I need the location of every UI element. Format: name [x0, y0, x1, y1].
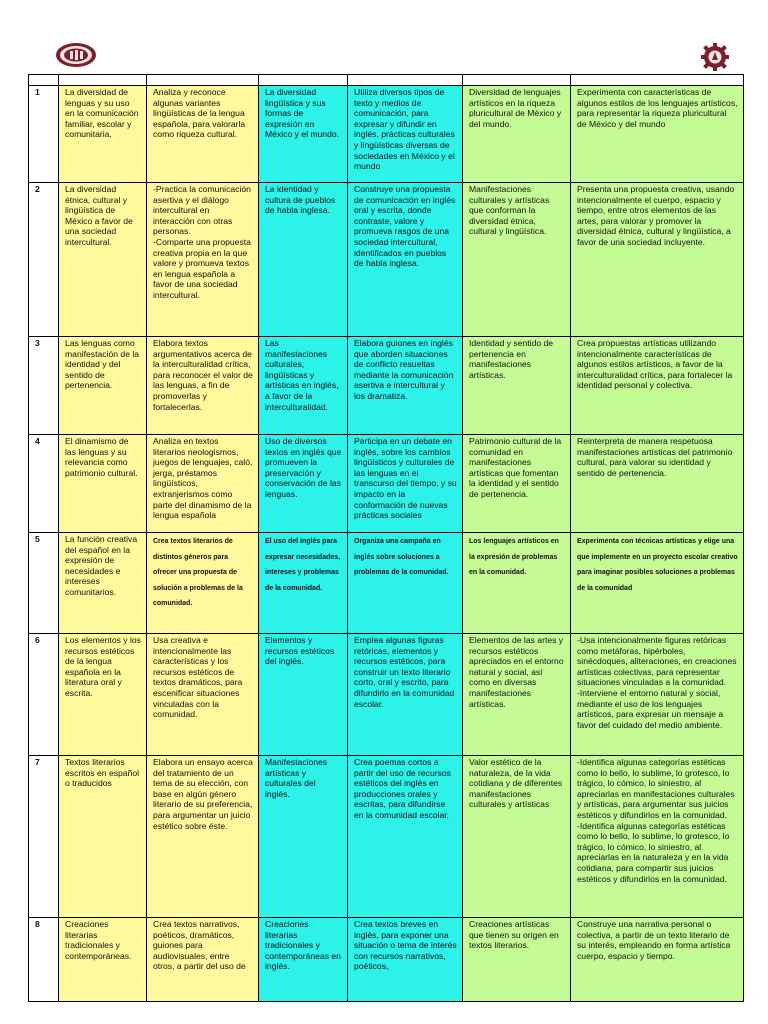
header-cell	[348, 75, 463, 86]
english-content-cell: Manifestaciones artísticas y culturales del inglés.	[259, 756, 348, 918]
row-number: 2	[29, 183, 59, 337]
row-number: 3	[29, 337, 59, 435]
content-cell: Creaciones literarias tradicionales y contemporáneas.	[59, 918, 147, 1002]
arts-content-cell: Patrimonio cultural de la comunidad en manifestaciones artísticas que fomentan la identidad y el sentido de pertenencia.	[463, 435, 571, 533]
header-cell	[571, 75, 744, 86]
table-row	[29, 183, 744, 337]
content-cell: Las lenguas como manifestación de la identidad y del sentido de pertenencia.	[59, 337, 147, 435]
arts-content-cell: Valor estético de la naturaleza, de la vida cotidiana y de diferentes manifestaciones culturales y artísticas	[463, 756, 571, 918]
learning-process-cell: Crea textos literarios de distintos géneros para ofrecer una propuesta de solución a problemas de la comunidad.	[147, 533, 259, 634]
learning-process-cell: -Practica la comunicación asertiva y el diálogo intercultural en interacción con otras personas. -Comparte una propuesta creativa propia en la que valore y promueva textos en lengua española a favor de una sociedad intercultural.	[147, 183, 259, 337]
content-cell: La función creativa del español en la expresión de necesidades e intereses comunitarios.	[59, 533, 147, 634]
english-process-cell: Utiliza diversos tipos de texto y medios de comunicación, para expresar y difundir en inglés, prácticas culturales y lingüísticas diversas de sociedades en México y el mundo	[348, 86, 463, 183]
english-content-cell: La diversidad lingüística y sus formas de expresión en México y el mundo.	[259, 86, 348, 183]
english-process-cell: Crea poemas cortos a partir del uso de recursos estéticos del inglés en producciones orales y escritas, para difundirse en la comunidad escolar.	[348, 756, 463, 918]
english-content-cell: Elementos y recursos estéticos del inglés.	[259, 634, 348, 756]
arts-process-cell: -Identifica algunas categorías estéticas como lo bello, lo sublime, lo grotesco, lo trágico, lo cómico, lo siniestro, al apreciarlas en manifestaciones culturales y artísticas, para argumentar sus juicios estéticos y difundirlos en la comunidad. -Identifica algunas categorías estéticas como lo bello, lo sublime, lo grotesco, lo trágico, lo cómico, lo siniestro, al apreciarlas en la naturaleza y en la vida cotidiana, para compartir sus juicios estéticos y difundirlos en la comunidad.	[571, 756, 744, 918]
header-cell	[59, 75, 147, 86]
english-process-cell: Emplea algunas figuras retóricas, elementos y recursos estéticos, para construir un texto literario corto, oral y escrito, para difundirlo en la comunidad escolar.	[348, 634, 463, 756]
table-row	[29, 918, 744, 1002]
table-row	[29, 86, 744, 183]
content-cell: El dinamismo de las lenguas y su relevancia como patrimonio cultural.	[59, 435, 147, 533]
learning-process-cell: Analiza y reconoce algunas variantes lingüísticas de la lengua española, para valorarla como riqueza cultural.	[147, 86, 259, 183]
english-process-cell: Participa en un debate en inglés, sobre los cambios lingüísticos y culturales de las lenguas en el transcurso del tiempo, y su impacto en la conformación de nuevas prácticas sociales	[348, 435, 463, 533]
content-cell: Los elementos y los recursos estéticos de la lengua española en la literatura oral y escrita.	[59, 634, 147, 756]
content-cell: La diversidad étnica, cultural y lingüística de México a favor de una sociedad intercultural.	[59, 183, 147, 337]
arts-content-cell: Creaciones artísticas que tienen su origen en textos literarios.	[463, 918, 571, 1002]
table-row	[29, 435, 744, 533]
arts-content-cell: Diversidad de lenguajes artísticos en la riqueza pluricultural de México y del mundo.	[463, 86, 571, 183]
english-content-cell: El uso del inglés para expresar necesidades, intereses y problemas de la comunidad.	[259, 533, 348, 634]
gear-emblem-icon	[700, 42, 730, 77]
curriculum-table	[28, 74, 744, 1002]
arts-process-cell: Experimenta con características de algunos estilos de los lenguajes artísticos, para representar la riqueza pluricultural de México y del mundo	[571, 86, 744, 183]
english-content-cell: La identidad y cultura de pueblos de habla inglesa.	[259, 183, 348, 337]
header-cell	[29, 75, 59, 86]
english-process-cell: Elabora guiones en inglés que aborden situaciones de conflicto resueltas mediante la comunicación asertiva e intercultural y los dramatiza.	[348, 337, 463, 435]
arts-content-cell: Identidad y sentido de pertenencia en manifestaciones artísticas.	[463, 337, 571, 435]
table-row	[29, 337, 744, 435]
row-number: 7	[29, 756, 59, 918]
table-row	[29, 634, 744, 756]
learning-process-cell: Crea textos narrativos, poéticos, dramáticos, guiones para audiovisuales, entre otros, a partir del uso de	[147, 918, 259, 1002]
arts-content-cell: Elementos de las artes y recursos estéticos apreciados en el entorno natural y social, así como en diversas manifestaciones artísticas.	[463, 634, 571, 756]
arts-process-cell: Reinterpreta de manera respetuosa manifestaciones artísticas del patrimonio cultural, para valorar su identidad y sentido de pertenencia.	[571, 435, 744, 533]
english-content-cell: Uso de diversos textos en inglés que promueven la preservación y conservación de las lenguas.	[259, 435, 348, 533]
english-process-cell: Organiza una campaña en inglés sobre soluciones a problemas de la comunidad.	[348, 533, 463, 634]
row-number: 8	[29, 918, 59, 1002]
university-seal-icon	[54, 42, 98, 73]
content-cell: La diversidad de lenguas y su uso en la comunicación familiar, escolar y comunitaria.	[59, 86, 147, 183]
english-process-cell: Crea textos breves en inglés, para exponer una situación o tema de interés con recursos narrativos, poéticos,	[348, 918, 463, 1002]
header-cell	[147, 75, 259, 86]
header-cell	[259, 75, 348, 86]
english-content-cell: Creaciones literarias tradicionales y contemporáneas en inglés.	[259, 918, 348, 1002]
learning-process-cell: Analiza en textos literarios neologismos, juegos de lenguajes, caló, jerga, préstamos lingüísticos, extranjerismos como parte del dinamismo de la lengua española	[147, 435, 259, 533]
row-number: 4	[29, 435, 59, 533]
content-cell: Textos literarios escritos en español o traducidos	[59, 756, 147, 918]
row-number: 1	[29, 86, 59, 183]
arts-process-cell: Construye una narrativa personal o colectiva, a partir de un texto literario de su interés, empleando en forma artística cuerpo, espacio y tiempo.	[571, 918, 744, 1002]
row-number: 5	[29, 533, 59, 634]
learning-process-cell: Elabora un ensayo acerca del tratamiento de un tema de su elección, con base en algún género literario de su preferencia, para argumentar un juicio estético sobre éste.	[147, 756, 259, 918]
table-row	[29, 533, 744, 634]
english-content-cell: Las manifestaciones culturales, lingüísticas y artísticas en inglés, a favor de la interculturalidad.	[259, 337, 348, 435]
arts-content-cell: Manifestaciones culturales y artísticas que conforman la diversidad étnica, cultural y lingüística.	[463, 183, 571, 337]
arts-process-cell: Experimenta con técnicas artísticas y elige una que implemente en un proyecto escolar creativo para imaginar posibles soluciones a problemas de la comunidad	[571, 533, 744, 634]
row-number: 6	[29, 634, 59, 756]
header-cell	[463, 75, 571, 86]
learning-process-cell: Elabora textos argumentativos acerca de la interculturalidad crítica, para reconocer el valor de las lenguas, a fin de promoverlas y fortalecerlas.	[147, 337, 259, 435]
learning-process-cell: Usa creativa e intencionalmente las características y los recursos estéticos de textos dramáticos, para escenificar situaciones vinculadas con la comunidad.	[147, 634, 259, 756]
arts-process-cell: -Usa intencionalmente figuras retóricas como metáforas, hipérboles, sinécdoques, aliteraciones, en creaciones artísticas colectivas, para representar situaciones vinculadas a la comunidad. -Interviene el entorno natural y social, mediante el uso de los lenguajes artísticos, para expresar un mensaje a favor del cuidado del medio ambiente.	[571, 634, 744, 756]
table-row	[29, 756, 744, 918]
table-header-row	[29, 75, 744, 86]
arts-content-cell: Los lenguajes artísticos en la expresión de problemas en la comunidad.	[463, 533, 571, 634]
arts-process-cell: Crea propuestas artísticas utilizando intencionalmente características de algunos estilos artísticos, a favor de la interculturalidad crítica, para fortalecer la identidad personal y colectiva.	[571, 337, 744, 435]
arts-process-cell: Presenta una propuesta creativa, usando intencionalmente el cuerpo, espacio y tiempo, entre otros elementos de las artes, para valorar y promover la diversidad étnica, cultural y lingüística, a favor de una sociedad incluyente.	[571, 183, 744, 337]
english-process-cell: Construye una propuesta de comunicación en inglés oral y escrita, donde contraste, valore y promueva rasgos de una sociedad intercultural, identificados en pueblos de habla inglesa.	[348, 183, 463, 337]
